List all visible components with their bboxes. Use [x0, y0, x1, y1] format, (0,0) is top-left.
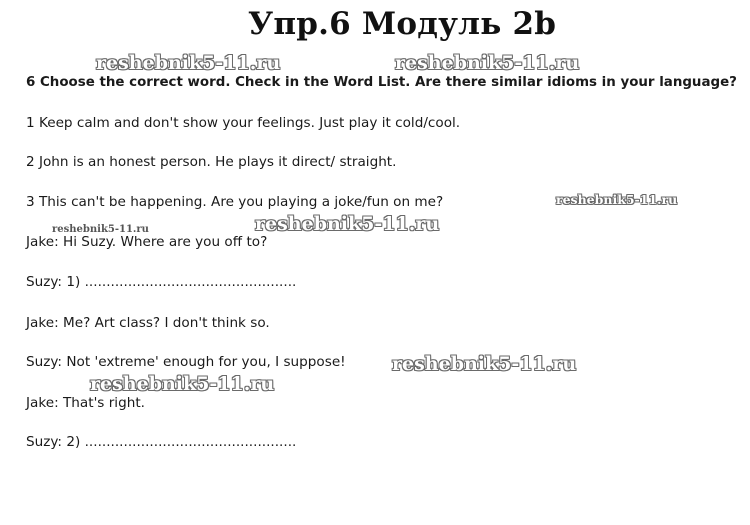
watermark: reshebnik5-11.ru — [52, 224, 149, 235]
exercise-item-1: 1 Keep calm and don't show your feelings. Just play it cold/cool. — [26, 115, 461, 131]
exercise-instruction: 6 Choose the correct word. Check in the Word List. Are there similar idioms in your language? — [26, 75, 737, 90]
watermark: reshebnik5-11.ru — [395, 52, 580, 74]
watermark: reshebnik5-11.ru — [96, 52, 281, 74]
dialogue-line-3: Jake: Me? Art class? I don't think so. — [26, 315, 270, 331]
dialogue-line-5: Jake: That's right. — [26, 395, 145, 411]
exercise-item-3: 3 This can't be happening. Are you playing a joke/fun on me? — [26, 194, 444, 210]
watermark: reshebnik5-11.ru — [90, 373, 275, 395]
page-title: Упр.6 Модуль 2b — [248, 6, 557, 42]
exercise-item-2: 2 John is an honest person. He plays it direct/ straight. — [26, 154, 397, 170]
dialogue-line-1: Jake: Hi Suzy. Where are you off to? — [26, 234, 268, 250]
dialogue-line-6: Suzy: 2) ................................................. — [26, 434, 297, 450]
dialogue-line-2: Suzy: 1) ................................................. — [26, 274, 297, 290]
dialogue-line-4: Suzy: Not 'extreme' enough for you, I suppose! — [26, 354, 346, 370]
watermark: reshebnik5-11.ru — [392, 353, 577, 375]
watermark: reshebnik5-11.ru — [556, 192, 678, 207]
watermark: reshebnik5-11.ru — [255, 213, 440, 235]
